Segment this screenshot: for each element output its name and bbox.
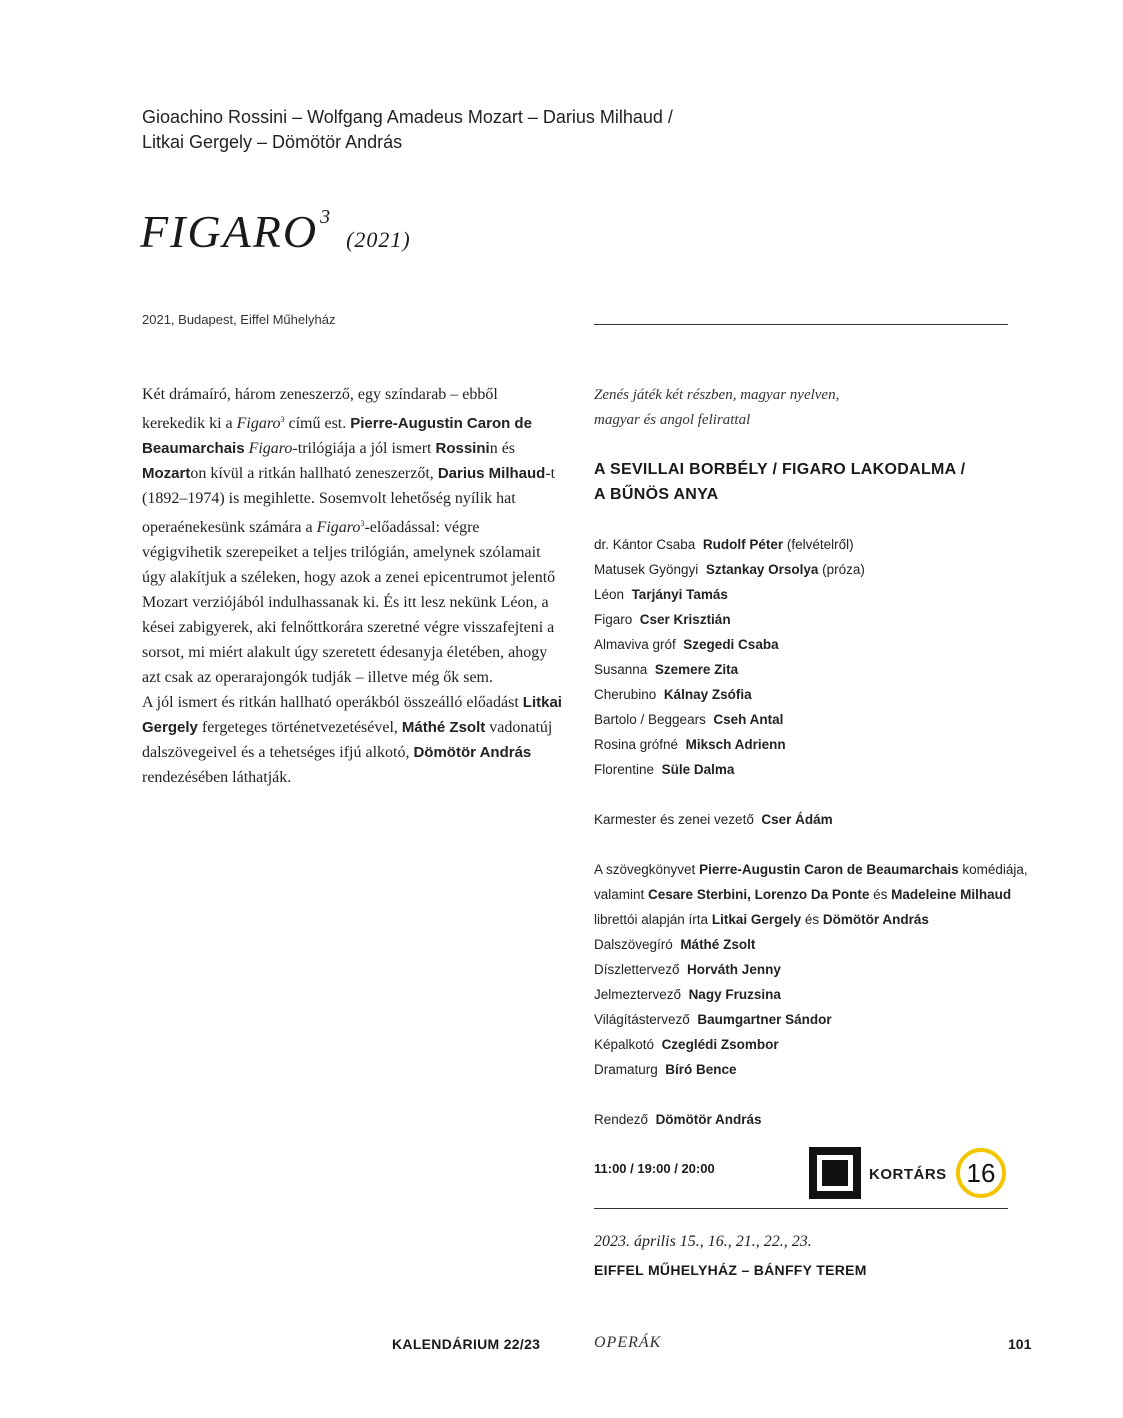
performance-dates: 2023. április 15., 16., 21., 22., 23. xyxy=(594,1233,812,1250)
footer-magazine: KALENDÁRIUM 22/23 xyxy=(392,1336,541,1352)
work-name: Figaro xyxy=(316,519,361,536)
text: n és xyxy=(489,440,516,457)
credit-name: Szegedi Csaba xyxy=(683,637,779,652)
credit-name: Cser Krisztián xyxy=(639,612,731,627)
credit-role: Képalkotó xyxy=(594,1037,655,1052)
text: Két drámaíró, három zeneszerző, egy színdarab – ebből kerekedik ki a xyxy=(142,386,498,432)
description-paragraph-1 xyxy=(142,382,562,690)
credit-name: Dömötör András xyxy=(655,1112,762,1127)
credit-role: Világítástervező xyxy=(594,1012,690,1027)
composers-line-2: Litkai Gergely – Dömötör András xyxy=(142,132,403,152)
libretto-line-3 xyxy=(594,907,1014,932)
credit-role: Díszlettervező xyxy=(594,962,680,977)
credit-name: Litkai Gergely xyxy=(711,912,802,927)
credit-row xyxy=(594,732,1014,757)
cast-list xyxy=(594,532,1014,782)
credit-role: Figaro xyxy=(594,612,633,627)
credit-role: Susanna xyxy=(594,662,648,677)
text: A szövegkönyvet xyxy=(594,862,700,877)
credit-note: (felvételről) xyxy=(786,537,854,552)
credit-name: Süle Dalma xyxy=(661,762,735,777)
credit-role: Matusek Gyöngyi xyxy=(594,562,699,577)
page-title: FIGARO xyxy=(140,206,319,257)
conductor-credit xyxy=(594,807,1014,832)
credit-row xyxy=(594,607,1014,632)
credit-name: Dömötör András xyxy=(822,912,929,927)
credit-role: Karmester és zenei vezető xyxy=(594,812,754,827)
text: című est. xyxy=(284,415,351,432)
credit-name: Tarjányi Tamás xyxy=(631,587,728,602)
text: -előadással: végre végigvihetik szerepeiket a teljes trilógián, amelynek szólamait úgy alakítjuk a széleken, hogy azok a zenei epicentrumot jelentő Mozart verziójából indulhassanak ki. És itt lesz nekünk Léon, a kései zabigyerek, aki felnőttkorára szeretné végre visszafejteni a sorsot, mi miért alakult úgy szeretett édesanyja életében, ahogy azt csak az operarajongók tudják – illetve még ők sem. xyxy=(142,519,556,686)
credit-row xyxy=(594,682,1014,707)
superscript: 3 xyxy=(280,415,285,424)
credit-name: Cseh Antal xyxy=(713,712,784,727)
credit-role: Rendező xyxy=(594,1112,649,1127)
divider-top xyxy=(594,324,1008,325)
work-name: Figaro xyxy=(248,440,293,457)
credit-role: Dramaturg xyxy=(594,1062,658,1077)
kortars-label: KORTÁRS xyxy=(869,1166,947,1183)
description-paragraph-2 xyxy=(142,690,562,790)
credit-name: Madeleine Milhaud xyxy=(891,887,1012,902)
credit-name: Miksch Adrienn xyxy=(685,737,786,752)
credit-name: Horváth Jenny xyxy=(687,962,781,977)
work-name: Figaro xyxy=(236,415,281,432)
credit-role: Dalszövegíró xyxy=(594,937,673,952)
credit-row xyxy=(594,957,1014,982)
creator-name: Litkai Gergely xyxy=(142,694,562,736)
divider-bottom xyxy=(594,1208,1008,1209)
composers-line-1: Gioachino Rossini – Wolfgang Amadeus Mozart – Darius Milhaud / xyxy=(142,107,673,127)
director-credit xyxy=(594,1107,1014,1132)
text: valamint xyxy=(594,887,649,902)
credit-role: Florentine xyxy=(594,762,655,777)
text: on kívül a ritkán hallható zeneszerzőt, xyxy=(190,465,438,482)
credit-row xyxy=(594,632,1014,657)
text: és xyxy=(869,887,892,902)
credit-row xyxy=(594,932,1014,957)
credit-role: Bartolo / Beggears xyxy=(594,712,706,727)
credit-row xyxy=(594,532,1014,557)
text: -trilógiája a jól ismert xyxy=(292,440,436,457)
work-title-line-2: A BŰNÖS ANYA xyxy=(594,486,719,503)
credit-name: Pierre-Augustin Caron de Beaumarchais xyxy=(699,862,959,877)
text: és xyxy=(801,912,823,927)
page-title-block xyxy=(140,205,411,258)
credit-note: (próza) xyxy=(822,562,865,577)
credit-row xyxy=(594,1057,1014,1082)
credit-role: Jelmeztervező xyxy=(594,987,682,1002)
superscript: 3 xyxy=(360,519,365,528)
work-title xyxy=(594,457,1004,507)
credit-name: Kálnay Zsófia xyxy=(663,687,752,702)
creator-name: Dömötör András xyxy=(413,744,532,761)
credit-role: dr. Kántor Csaba xyxy=(594,537,696,552)
composers xyxy=(142,105,842,155)
premiere-place: 2021, Budapest, Eiffel Műhelyház xyxy=(142,312,336,327)
credit-row xyxy=(594,657,1014,682)
credit-role: Almaviva gróf xyxy=(594,637,676,652)
title-superscript: 3 xyxy=(320,206,331,228)
credit-role: Léon xyxy=(594,587,625,602)
text: -t (1892–1974) is megihlette. Sosemvolt lehetőség nyílik hat operaénekesünk számára a xyxy=(142,465,556,536)
text: komédiája, xyxy=(958,862,1028,877)
credit-name: Szemere Zita xyxy=(654,662,739,677)
credit-name: Sztankay Orsolya xyxy=(705,562,819,577)
text: vadonatúj dalszövegeivel és a tehetséges ifjú alkotó, xyxy=(142,719,553,761)
page-number: 101 xyxy=(1008,1336,1032,1352)
text: fergeteges történetvezetésével, xyxy=(197,719,402,736)
credit-row xyxy=(594,582,1014,607)
credit-row xyxy=(594,982,1014,1007)
venue: EIFFEL MŰHELYHÁZ – BÁNFFY TEREM xyxy=(594,1262,867,1278)
genre-line-2: magyar és angol felirattal xyxy=(594,412,751,428)
credit-row xyxy=(594,1032,1014,1057)
text: rendezésében láthatják. xyxy=(142,769,292,786)
kortars-logo-icon xyxy=(809,1147,861,1199)
genre-note xyxy=(594,383,994,433)
credit-name: Bíró Bence xyxy=(665,1062,737,1077)
show-times: 11:00 / 19:00 / 20:00 xyxy=(594,1161,715,1176)
composer-name: Darius Milhaud xyxy=(437,465,546,482)
credit-name: Máthé Zsolt xyxy=(680,937,756,952)
credit-name: Nagy Fruzsina xyxy=(688,987,781,1002)
credit-name: Baumgartner Sándor xyxy=(697,1012,832,1027)
text: librettói alapján írta xyxy=(594,912,712,927)
libretto-line-2 xyxy=(594,882,1014,907)
credit-role: Rosina grófné xyxy=(594,737,679,752)
genre-line-1: Zenés játék két részben, magyar nyelven, xyxy=(594,387,840,403)
libretto-line-1 xyxy=(594,857,1028,882)
crew-list xyxy=(594,857,1028,1132)
credit-role: Cherubino xyxy=(594,687,657,702)
credit-row xyxy=(594,757,1014,782)
credit-name: Cser Ádám xyxy=(761,812,833,827)
creator-name: Máthé Zsolt xyxy=(401,719,486,736)
credit-row xyxy=(594,707,1014,732)
description xyxy=(142,382,562,790)
credit-name: Rudolf Péter xyxy=(702,537,784,552)
credit-row xyxy=(594,557,1014,582)
credit-name: Cesare Sterbini, Lorenzo Da Ponte xyxy=(648,887,870,902)
title-year: (2021) xyxy=(346,227,411,252)
author-name: Pierre-Augustin Caron de Beaumarchais xyxy=(142,415,532,457)
crew-rows xyxy=(594,932,1014,1082)
work-title-line-1: A SEVILLAI BORBÉLY / FIGARO LAKODALMA / xyxy=(594,461,966,478)
credit-row xyxy=(594,1007,1014,1032)
age-rating-badge: 16 xyxy=(956,1148,1006,1198)
composer-name: Rossini xyxy=(435,440,490,457)
credit-name: Czeglédi Zsombor xyxy=(661,1037,779,1052)
footer-section: OPERÁK xyxy=(594,1334,662,1351)
composer-name: Mozart xyxy=(142,465,191,482)
text: A jól ismert és ritkán hallható operákból összeálló előadást xyxy=(142,694,523,711)
